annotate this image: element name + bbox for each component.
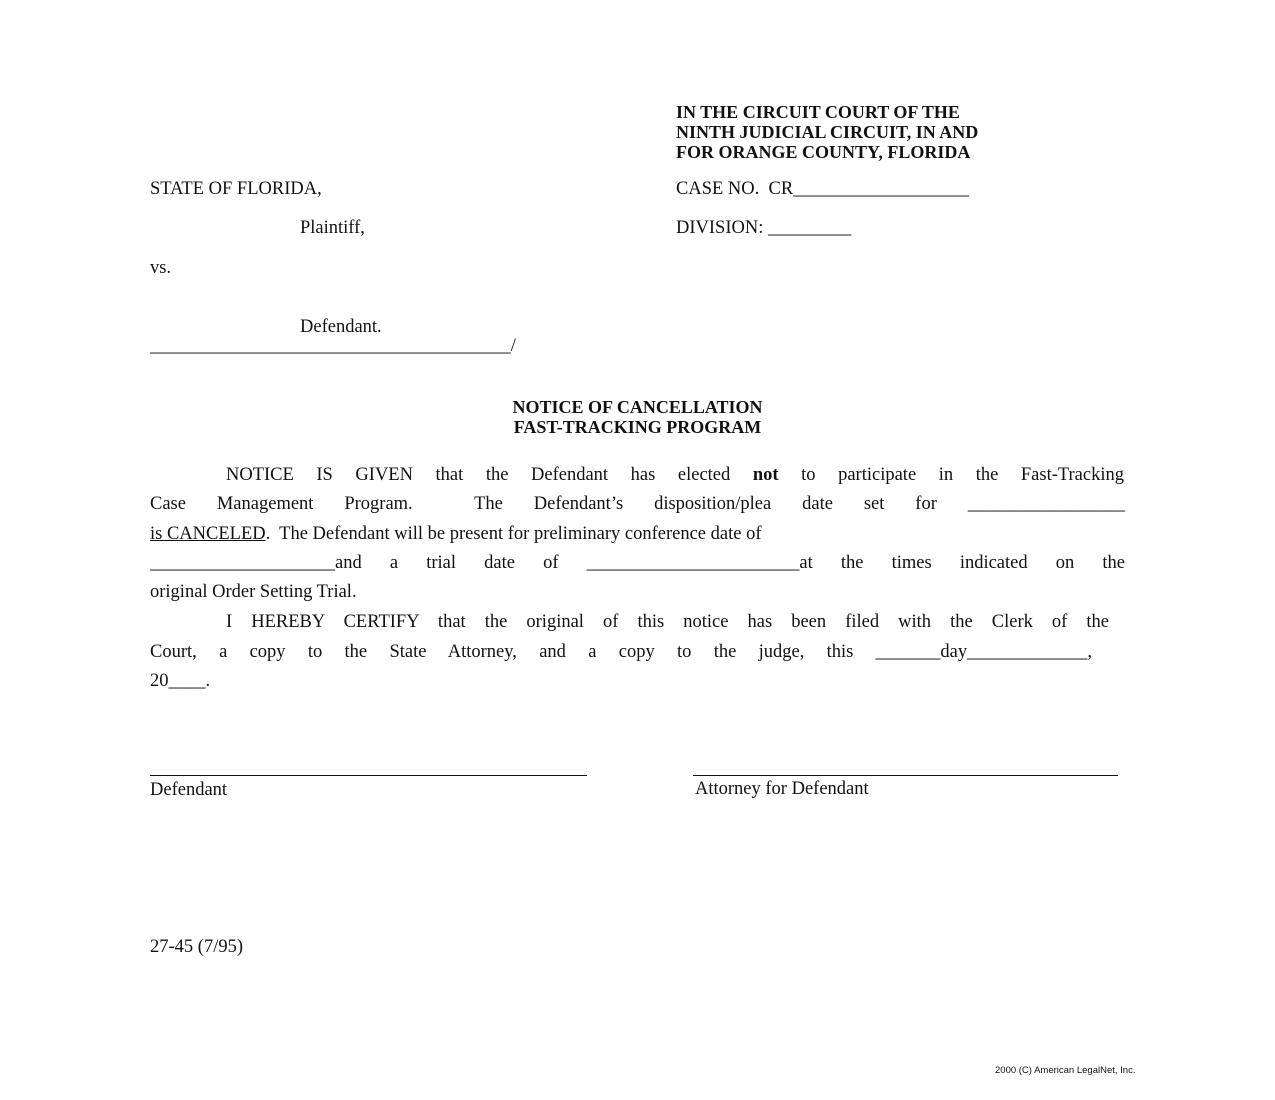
defendant-signature-line: [150, 775, 587, 776]
case-number: CASE NO. CR___________________: [676, 179, 969, 199]
form-number: 27-45 (7/95): [150, 937, 243, 957]
court-header-line: NINTH JUDICIAL CIRCUIT, IN AND: [676, 122, 979, 142]
division: DIVISION: _________: [676, 218, 852, 238]
body-line-6: I HEREBY CERTIFY that the original of this notice has been filed with the Clerk of the: [226, 612, 1109, 632]
copyright-footer: 2000 (C) American LegalNet, Inc.: [995, 1065, 1136, 1076]
body-line-3: [150, 525, 1125, 544]
court-header-line: IN THE CIRCUIT COURT OF THE: [676, 102, 960, 122]
defendant-signature-label: Defendant: [150, 780, 228, 800]
text: NOTICE IS GIVEN that the Defendant has elected: [226, 465, 753, 485]
body-line-4: ____________________and a trial date of _______________________at the times indicated on the: [150, 553, 1125, 573]
plaintiff-label: Plaintiff,: [300, 218, 365, 238]
vs-label: vs.: [150, 258, 172, 278]
plaintiff-name: STATE OF FLORIDA,: [150, 179, 322, 199]
court-header-line: FOR ORANGE COUNTY, FLORIDA: [676, 142, 971, 162]
body-line-8: 20____.: [150, 671, 211, 691]
text: . The Defendant will be present for preliminary conference date of: [265, 524, 762, 544]
title-line: FAST-TRACKING PROGRAM: [513, 417, 762, 437]
document-title: [0, 397, 1275, 437]
attorney-signature-line: [693, 775, 1118, 776]
body-line-2: Case Management Program. The Defendant’s disposition/plea date set for _________________: [150, 494, 1125, 514]
defendant-label: Defendant.: [300, 317, 382, 337]
caption-divider: _______________________________________/: [150, 336, 516, 356]
body-line-5: original Order Setting Trial.: [150, 582, 357, 602]
emphasis-not: not: [752, 465, 779, 485]
body-line-1: [226, 466, 1124, 485]
court-header: [676, 102, 1136, 162]
attorney-signature-label: Attorney for Defendant: [695, 779, 869, 799]
canceled-text: is CANCELED: [150, 524, 266, 544]
body-line-7: Court, a copy to the State Attorney, and a copy to the judge, this _______day_____________,: [150, 642, 1092, 662]
title-line: NOTICE OF CANCELLATION: [512, 397, 763, 417]
text: to participate in the Fast-Tracking: [778, 465, 1124, 485]
